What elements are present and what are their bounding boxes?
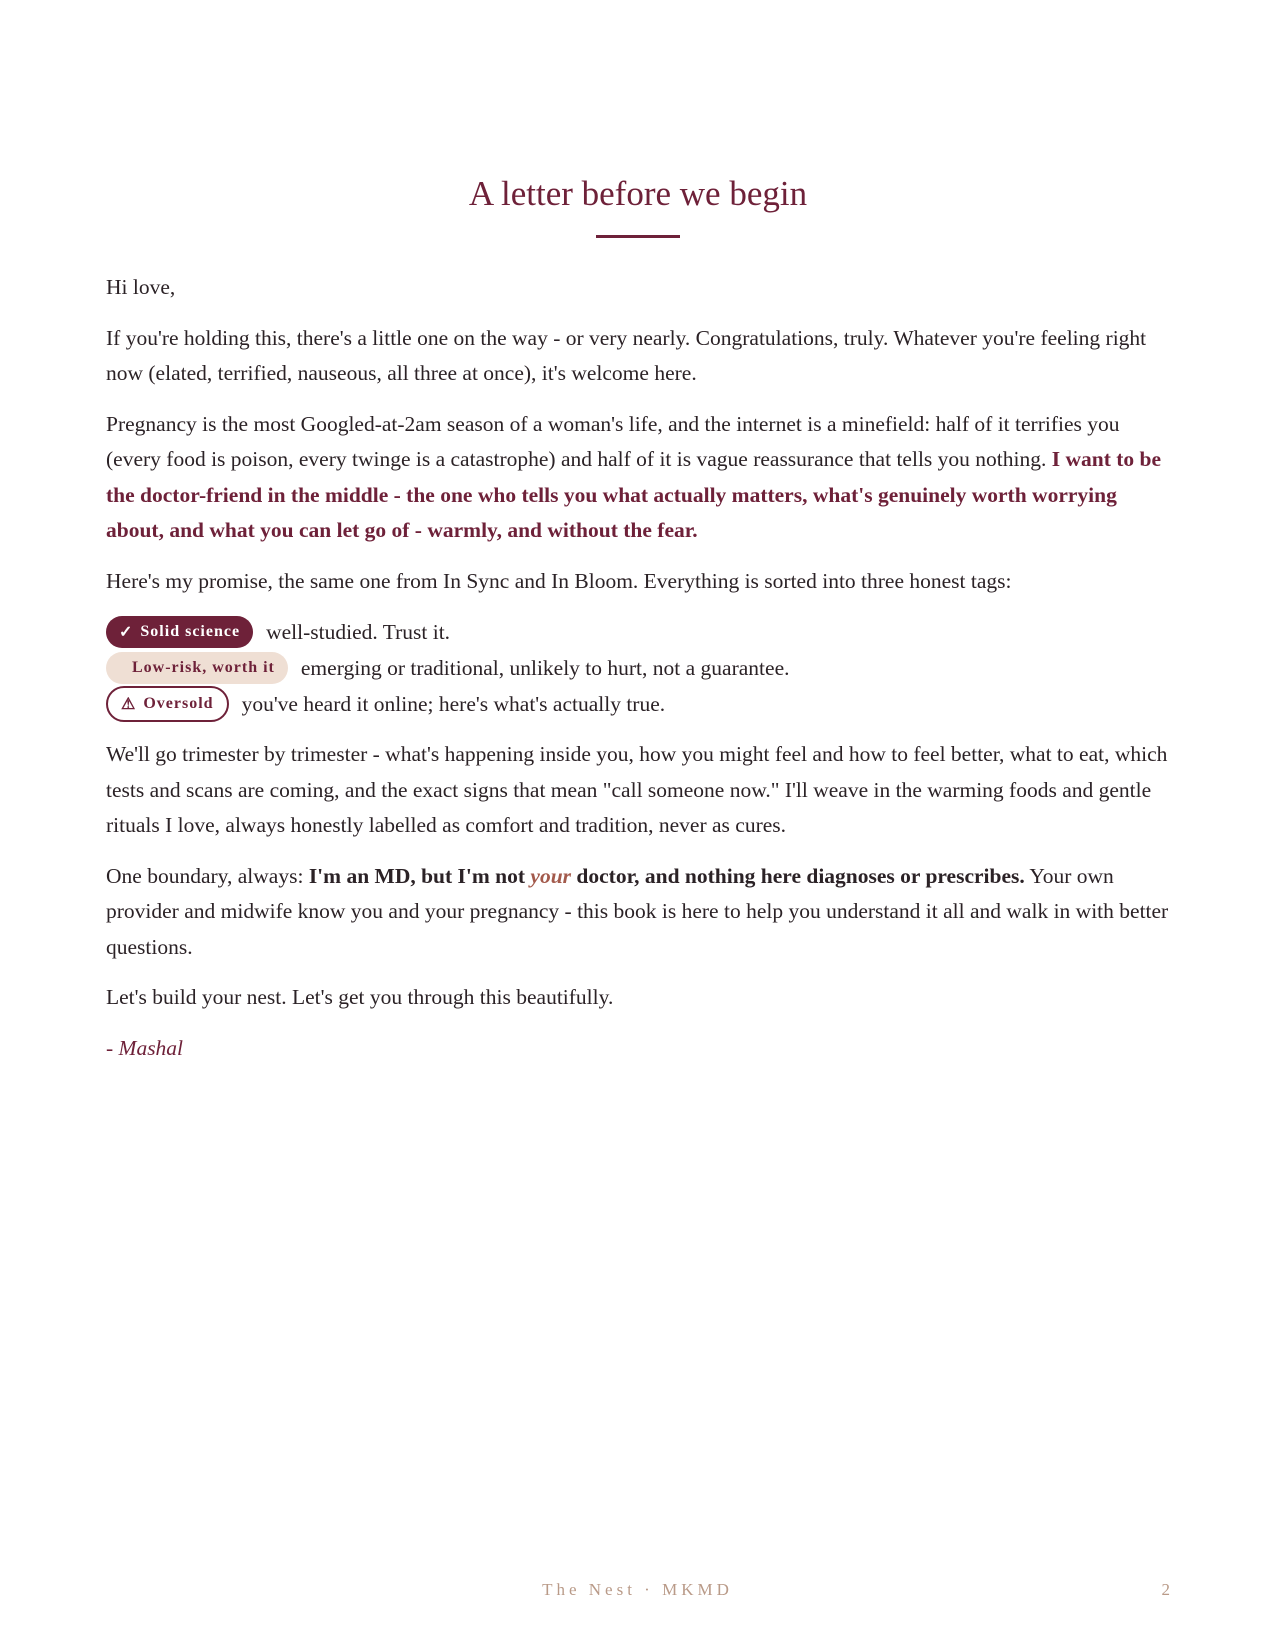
greeting: Hi love, [106, 275, 176, 299]
title-divider [596, 235, 680, 238]
boundary-your: your [530, 863, 572, 888]
paragraph-closing: Let's build your nest. Let's get you through this beautifully. [106, 985, 614, 1009]
paragraph-internet-emphasis: I want to be the doctor-friend in the middle - the one who tells you what actually matters, what's genuinely worth worrying about, and what you can let go of - warmly, and without the fear. [106, 447, 1162, 542]
boundary-rest: Your own provider and midwife know you and your pregnancy - this book is here to help you understand it all and walk in with better questions. [106, 863, 1169, 959]
paragraph-congratulations: If you're holding this, there's a little one on the way - or very nearly. Congratulations, truly. Whatever you're feeling right now (elated, terrified, nauseous, all three at once), it's welcome here. [106, 325, 1147, 385]
paragraph-internet-text: Pregnancy is the most Googled-at-2am season of a woman's life, and the internet is a minefield: half of it terrifies you (every food is poison, every twinge is a catastrophe) and half of it is vague reassurance that tells you nothing. [106, 411, 1120, 471]
warning-icon: ⚠ [121, 696, 137, 713]
tag-row-solid-science [106, 614, 1170, 650]
solid-science-tag [106, 616, 253, 648]
tag-description: well-studied. Trust it. [266, 619, 451, 644]
paragraph-trimesters: We'll go trimester by trimester - what's happening inside you, how you might feel and how to feel better, what to eat, which tests and scans are coming, and the exact signs that mean "call someone now." I'll weave in the warming foods and gentle rituals I love, always honestly labelled as comfort and tradition, never as cures. [106, 742, 1168, 837]
tag-legend [106, 614, 1170, 722]
signature: - Mashal [106, 1035, 184, 1060]
tag-description: you've heard it online; here's what's actually true. [241, 691, 666, 716]
running-footer: The Nest · MKMD [542, 1580, 733, 1599]
tag-row-low-risk [106, 650, 1170, 686]
tag-description: emerging or traditional, unlikely to hurt, not a guarantee. [300, 655, 790, 680]
tag-label: Low-risk, worth it [132, 659, 275, 676]
boundary-statement-b: doctor, and nothing here diagnoses or prescribes. [571, 863, 1025, 888]
paragraph-internet [106, 407, 1170, 549]
tag-label: Oversold [143, 695, 214, 712]
tag-label: Solid science [140, 623, 241, 640]
boundary-lead: One boundary, always: [106, 863, 309, 888]
low-risk-tag [106, 652, 288, 684]
boundary-statement [309, 864, 1025, 888]
check-icon: ✓ [119, 624, 134, 641]
oversold-tag [106, 686, 229, 722]
page-title: A letter before we begin [468, 174, 808, 213]
boundary-statement-a: I'm an MD, but I'm not [308, 863, 531, 888]
letter-page [106, 0, 1170, 1066]
tag-row-oversold [106, 686, 1170, 722]
paragraph-boundary [106, 859, 1170, 966]
paragraph-promise: Here's my promise, the same one from In Sync and In Bloom. Everything is sorted into three honest tags: [106, 568, 1012, 593]
page-number: 2 [1161, 1580, 1170, 1599]
